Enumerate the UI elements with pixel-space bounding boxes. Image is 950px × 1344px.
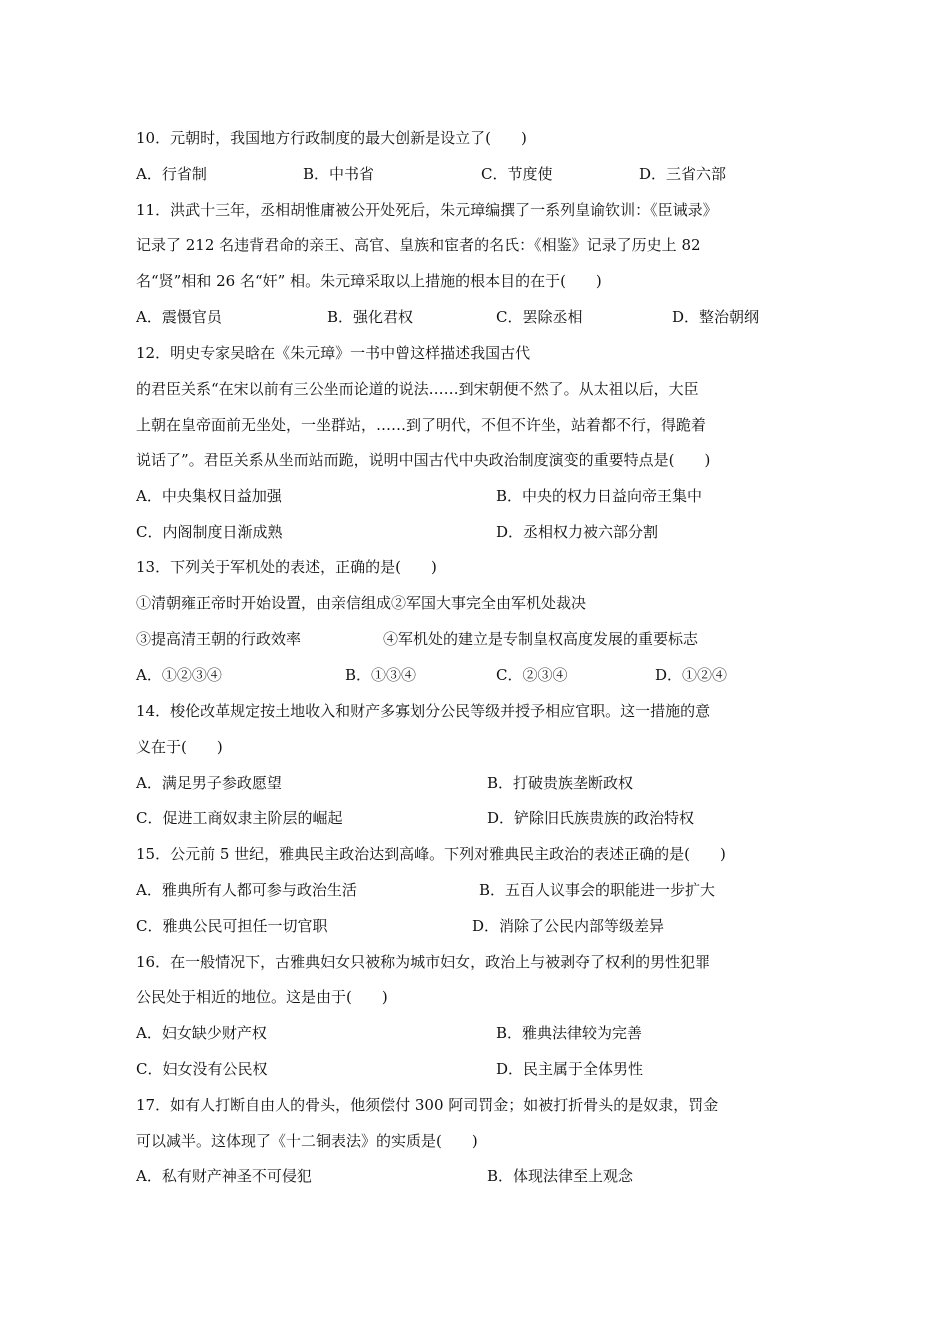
q16-stem-line-2: 公民处于相近的地位。这是由于( ) — [136, 988, 388, 1006]
q17-option-a: A．私有财产神圣不可侵犯 — [136, 1167, 312, 1185]
q14-option-b: B．打破贵族垄断政权 — [487, 774, 634, 792]
q11-option-b: B．强化君权 — [327, 308, 414, 326]
q13-statement-1-2: ①清朝雍正帝时开始设置，由亲信组成②军国大事完全由军机处裁决 — [136, 594, 587, 612]
q12-stem-line-1: 12．明史专家吴晗在《朱元璋》一书中曾这样描述我国古代 — [136, 344, 531, 362]
q12-stem-line-4: 说话了”。君臣关系从坐而站而跪，说明中国古代中央政治制度演变的重要特点是( ) — [136, 451, 711, 469]
q15-stem-line-1: 15．公元前 5 世纪，雅典民主政治达到高峰。下列对雅典民主政治的表述正确的是( ) — [136, 845, 726, 863]
q13-option-d: D．①②④ — [655, 666, 728, 684]
q10-option-d: D．三省六部 — [639, 165, 727, 183]
q17-stem-line-2: 可以减半。这体现了《十二铜表法》的实质是( ) — [136, 1132, 478, 1150]
q12-option-c: C．内阁制度日渐成熟 — [136, 523, 283, 541]
q15-option-d: D．消除了公民内部等级差异 — [472, 917, 665, 935]
q11-stem-line-3: 名“贤”相和 26 名“奸” 相。朱元璋采取以上措施的根本目的在于( ) — [136, 272, 602, 290]
q11-stem-line-1: 11．洪武十三年，丞相胡惟庸被公开处死后，朱元璋编撰了一系列皇谕钦训：《臣诫录》 — [136, 201, 718, 219]
q14-stem-line-2: 义在于( ) — [136, 738, 223, 756]
q14-stem-line-1: 14．梭伦改革规定按土地收入和财产多寡划分公民等级并授予相应官职。这一措施的意 — [136, 702, 711, 720]
q17-option-b: B．体现法律至上观念 — [487, 1167, 634, 1185]
q12-stem-line-3: 上朝在皇帝面前无坐处，一坐群站，……到了明代，不但不许坐，站着都不行，得跪着 — [136, 416, 707, 434]
q13-statement-3: ③提高清王朝的行政效率 — [136, 630, 302, 648]
q13-option-b: B．①③④ — [345, 666, 417, 684]
q10-option-b: B．中书省 — [303, 165, 375, 183]
q13-option-c: C．②③④ — [496, 666, 568, 684]
q10-stem-line-1: 10．元朝时，我国地方行政制度的最大创新是设立了( ) — [136, 129, 527, 147]
q16-option-b: B．雅典法律较为完善 — [496, 1024, 643, 1042]
q12-option-a: A．中央集权日益加强 — [136, 487, 282, 505]
q12-option-b: B．中央的权力日益向帝王集中 — [496, 487, 703, 505]
q16-stem-line-1: 16．在一般情况下，古雅典妇女只被称为城市妇女，政治上与被剥夺了权利的男性犯罪 — [136, 953, 711, 971]
q15-option-c: C．雅典公民可担任一切官职 — [136, 917, 328, 935]
q14-option-d: D．铲除旧氏族贵族的政治特权 — [487, 809, 695, 827]
q11-option-d: D．整治朝纲 — [672, 308, 760, 326]
q16-option-c: C．妇女没有公民权 — [136, 1060, 268, 1078]
q11-stem-line-2: 记录了 212 名违背君命的亲王、高官、皇族和宦者的名氏：《相鉴》记录了历史上 82 — [136, 236, 701, 254]
q10-option-c: C．节度使 — [481, 165, 553, 183]
q10-option-a: A．行省制 — [136, 165, 207, 183]
q14-option-c: C．促进工商奴隶主阶层的崛起 — [136, 809, 343, 827]
q14-option-a: A．满足男子参政愿望 — [136, 774, 282, 792]
q16-option-d: D．民主属于全体男性 — [496, 1060, 644, 1078]
q15-option-a: A．雅典所有人都可参与政治生活 — [136, 881, 357, 899]
q13-statement-4: ④军机处的建立是专制皇权高度发展的重要标志 — [383, 630, 699, 648]
q12-stem-line-2: 的君臣关系“在宋以前有三公坐而论道的说法……到宋朝便不然了。从太祖以后，大臣 — [136, 380, 699, 398]
q13-stem-line-1: 13．下列关于军机处的表述，正确的是( ) — [136, 558, 437, 576]
q15-option-b: B．五百人议事会的职能进一步扩大 — [479, 881, 716, 899]
q17-stem-line-1: 17．如有人打断自由人的骨头，他须偿付 300 阿司罚金；如被打折骨头的是奴隶，罚金 — [136, 1096, 719, 1114]
q11-option-c: C．罢除丞相 — [496, 308, 583, 326]
q13-option-a: A．①②③④ — [136, 666, 222, 684]
q12-option-d: D．丞相权力被六部分割 — [496, 523, 659, 541]
q16-option-a: A．妇女缺少财产权 — [136, 1024, 267, 1042]
q11-option-a: A．震慑官员 — [136, 308, 222, 326]
